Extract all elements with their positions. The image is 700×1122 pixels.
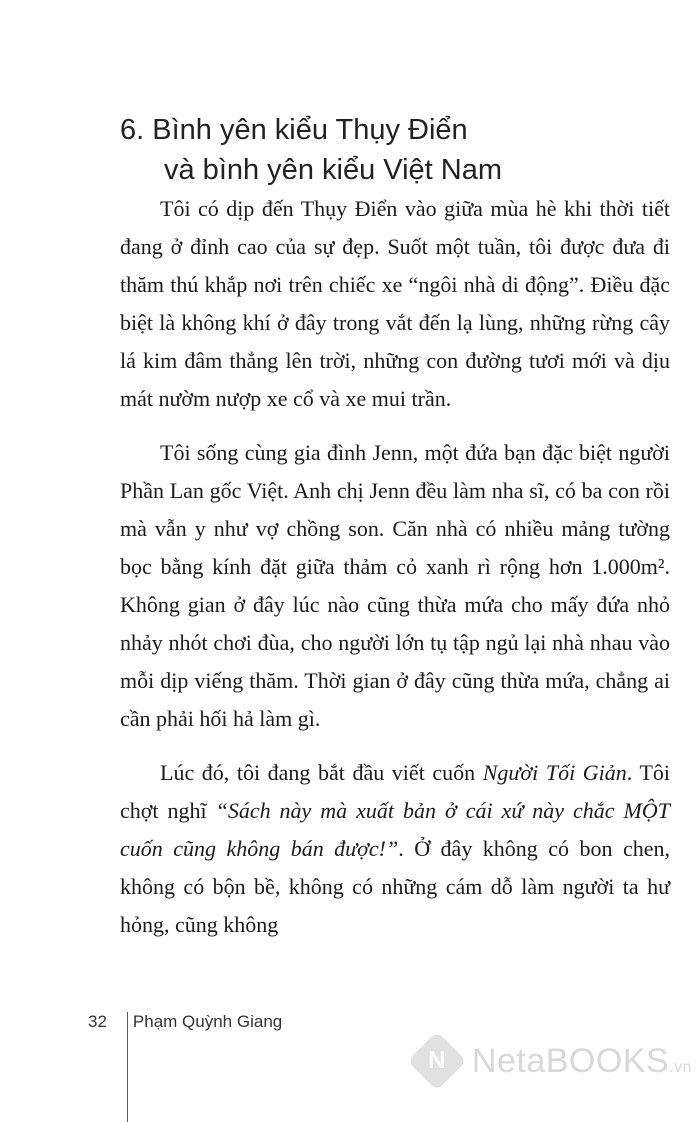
- chapter-title: [120, 110, 640, 190]
- paragraph-3: [120, 754, 670, 944]
- body-text: [120, 190, 670, 960]
- watermark-brand: NetaBOOKS: [471, 1041, 670, 1080]
- paragraph-1-text: Tôi có dịp đến Thụy Điển vào giữa mùa hè khi thời tiết đang ở đỉnh cao của sự đẹp. Suốt một tuần, tôi được đưa đi thăm thú khắp nơi trên chiếc xe “ngôi nhà di động”. Điều đặc biệt là không khí ở đây trong vắt đến lạ lùng, những rừng cây lá kim đâm thẳng lên trời, những con đường tươi mới và dịu mát nườm nượp xe cổ và xe mui trần.: [120, 196, 670, 411]
- paragraph-3-text-c: . Tôi chợt nghĩ: [120, 760, 671, 823]
- quoted-thought: “Sách này mà xuất bản ở cái xứ này chắc MỘT cuốn cũng không bán được!”: [120, 798, 670, 861]
- chapter-title-line-2: và bình yên kiểu Việt Nam: [164, 154, 502, 186]
- paragraph-2: [120, 434, 670, 738]
- paragraph-3-text-a: Lúc đó, tôi đang bắt đầu viết cuốn: [160, 760, 483, 785]
- page-number: 32: [88, 1012, 107, 1031]
- logo-letter: N: [428, 1047, 446, 1074]
- book-title: Người Tối Giản: [482, 760, 627, 785]
- watermark-text: [472, 1042, 692, 1081]
- page-footer: [88, 1012, 282, 1032]
- paragraph-2-text: Tôi sống cùng gia đình Jenn, một đứa bạn đặc biệt người Phần Lan gốc Việt. Anh chị Jenn đều làm nha sĩ, có ba con rồi mà vẫn y như vợ chồng son. Căn nhà có nhiều mảng tường bọc bằng kính đặt giữa thảm cỏ xanh rì rộng hơn 1.000m². Không gian ở đây lúc nào cũng thừa mứa cho mấy đứa nhỏ nhảy nhót chơi đùa, cho người lớn tụ tập ngủ lại nhà nhau vào mỗi dịp viếng thăm. Thời gian ở đây cũng thừa mứa, chẳng ai cần phải hối hả làm gì.: [120, 440, 670, 731]
- paragraph-1: [120, 190, 670, 418]
- chapter-title-line-1: 6. Bình yên kiểu Thụy Điển: [120, 114, 468, 146]
- watermark-suffix: .vn: [669, 1058, 692, 1076]
- paragraph-3-text-e: . Ở đây không có bon chen, không có bộn bề, không có những cám dỗ làm người ta hư hỏng, cũng không: [120, 836, 670, 937]
- author-name: Phạm Quỳnh Giang: [132, 1012, 283, 1031]
- footer-divider: [127, 1012, 128, 1122]
- netabooks-logo-icon: [407, 1031, 466, 1090]
- watermark: [416, 1040, 692, 1082]
